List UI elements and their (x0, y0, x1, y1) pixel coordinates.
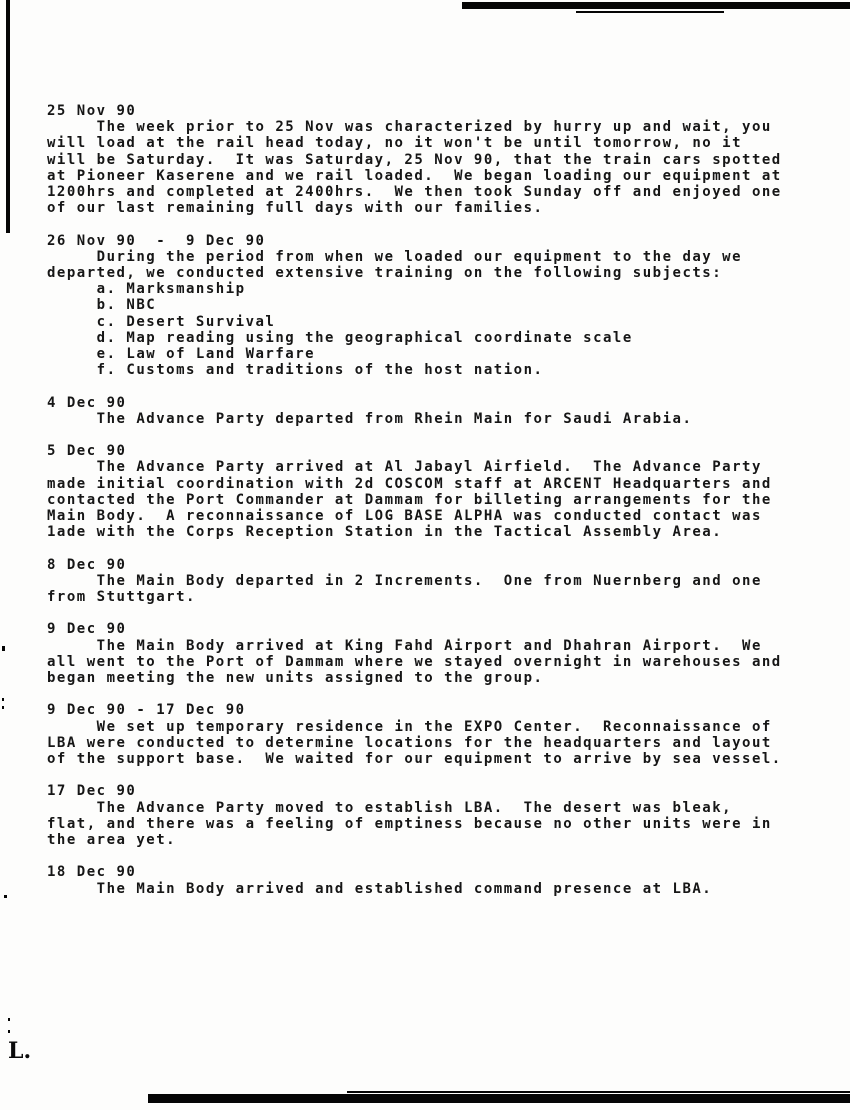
document-section (47, 443, 827, 540)
document-section (47, 864, 827, 896)
section-heading: 4 Dec 90 (47, 394, 127, 411)
section-heading: 9 Dec 90 - 17 Dec 90 (47, 702, 246, 719)
text-line: d. Map reading using the geographical coordinate scale (47, 329, 633, 346)
text-line: The Advance Party departed from Rhein Main for Saudi Arabia. (47, 410, 693, 427)
text-line: The Main Body arrived and established command presence at LBA. (47, 880, 713, 897)
text-line: all went to the Port of Dammam where we stayed overnight in warehouses and (47, 653, 782, 670)
scan-artifact-speck (2, 706, 4, 709)
text-line: departed, we conducted extensive training on the following subjects: (47, 265, 723, 282)
text-line: f. Customs and traditions of the host nation. (47, 362, 544, 379)
section-heading: 18 Dec 90 (47, 864, 137, 881)
document-section (47, 702, 827, 767)
text-line: c. Desert Survival (47, 313, 276, 330)
text-line: made initial coordination with 2d COSCOM staff at ARCENT Headquarters and (47, 475, 772, 492)
text-line: flat, and there was a feeling of emptiness because no other units were in (47, 815, 772, 832)
document-section (47, 621, 827, 686)
text-line: We set up temporary residence in the EXPO Center. Reconnaissance of (47, 718, 772, 735)
text-line: During the period from when we loaded our equipment to the day we (47, 248, 743, 265)
section-heading: 5 Dec 90 (47, 443, 127, 460)
document-section (47, 395, 827, 427)
text-line: Main Body. A reconnaissance of LOG BASE ALPHA was conducted contact was (47, 508, 762, 525)
text-line: The week prior to 25 Nov was characterized by hurry up and wait, you (47, 119, 772, 136)
scan-artifact-bottom-line (347, 1091, 850, 1093)
document-section (47, 233, 827, 379)
text-line: LBA were conducted to determine locations for the headquarters and layout (47, 734, 772, 751)
text-line: the area yet. (47, 832, 177, 849)
text-line: e. Law of Land Warfare (47, 346, 316, 363)
text-line: of the support base. We waited for our equipment to arrive by sea vessel. (47, 751, 782, 768)
scan-artifact-speck (8, 1018, 10, 1021)
text-line: from Stuttgart. (47, 589, 196, 606)
text-line: at Pioneer Kaserene and we rail loaded. We began loading our equipment at (47, 167, 782, 184)
text-line: of our last remaining full days with our families. (47, 200, 544, 217)
text-line: will load at the rail head today, no it won't be until tomorrow, no it (47, 135, 743, 152)
text-line: 1ade with the Corps Reception Station in the Tactical Assembly Area. (47, 524, 723, 541)
scan-artifact-bottom-bar (148, 1094, 850, 1103)
scan-artifact-speck (4, 895, 7, 898)
scan-artifact-top-line (576, 11, 724, 13)
text-line: The Main Body departed in 2 Increments. One from Nuernberg and one (47, 572, 762, 589)
text-line: The Advance Party moved to establish LBA. The desert was bleak, (47, 799, 733, 816)
text-line: The Main Body arrived at King Fahd Airport and Dhahran Airport. We (47, 637, 762, 654)
scan-artifact-speck (2, 698, 4, 701)
scan-artifact-speck (8, 1030, 10, 1033)
section-heading: 8 Dec 90 (47, 556, 127, 573)
text-line: began meeting the new units assigned to the group. (47, 670, 544, 687)
text-line: will be Saturday. It was Saturday, 25 Nov 90, that the train cars spotted (47, 151, 782, 168)
document-body (47, 103, 827, 913)
text-line: a. Marksmanship (47, 281, 246, 298)
section-heading: 9 Dec 90 (47, 621, 127, 638)
text-line: b. NBC (47, 297, 157, 314)
text-line: The Advance Party arrived at Al Jabayl Airfield. The Advance Party (47, 459, 762, 476)
document-section (47, 103, 827, 216)
text-line: 1200hrs and completed at 2400hrs. We then took Sunday off and enjoyed one (47, 184, 782, 201)
handwritten-margin-mark: L. (8, 1038, 32, 1064)
document-section (47, 783, 827, 848)
text-line: contacted the Port Commander at Dammam for billeting arrangements for the (47, 491, 772, 508)
section-heading: 25 Nov 90 (47, 103, 137, 119)
document-section (47, 557, 827, 606)
section-heading: 26 Nov 90 - 9 Dec 90 (47, 232, 266, 249)
scan-artifact-left-bar (6, 0, 10, 233)
scan-artifact-speck (2, 646, 5, 651)
section-heading: 17 Dec 90 (47, 783, 137, 800)
scan-artifact-top-bar (462, 2, 850, 9)
